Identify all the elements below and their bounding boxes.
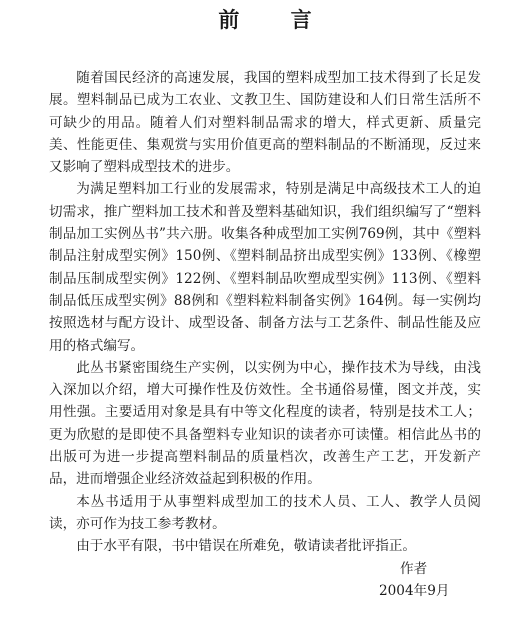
paragraph-series-features: 此丛书紧密围绕生产实例，以实例为中心，操作技术为导线，由浅入深加以介绍，增大可操作性及仿效性。全书通俗易懂，图文并茂，实用性强。主要适用对象是具有中等文化程度的读者，特别是技术工人；更为欣慰的是即使不具备塑料专业知识的读者亦可读懂。相信此丛书的出版可为进一步提高塑料制品的质量档次，改善生产工艺，开发新产品，进而增强企业经济效益起到积极的作用。 [49,359,481,488]
signature-author: 作者 [400,561,428,577]
page-title: 前 言 [218,8,334,32]
paragraph-intro: 随着国民经济的高速发展，我国的塑料成型加工技术得到了长足发展。塑料制品已成为工农业、文教卫生、国防建设和人们日常生活所不可缺少的用品。随着人们对塑料制品需求的增大，样式更新、质量完美、性能更佳、集观赏与实用价值更高的塑料制品的不断涌现，反过来又影响了塑料成型技术的进步。 [49,70,481,176]
preface-body [49,67,481,558]
paragraph-series-content: 为满足塑料加工行业的发展需求，特别是满足中高级技术工人的迫切需求，推广塑料加工技术和普及塑料基础知识，我们组织编写了“塑料制品加工实例丛书”共六册。收集各种成型加工实例769例，其中《塑料制品注射成型实例》150例、《塑料制品挤出成型实例》133例、《橡塑制品压制成型实例》122例、《塑料制品吹塑成型实例》113例、《塑料制品低压成型实例》88例和《塑料粒料制备实例》164例。每一实例均按照选材与配方设计、成型设备、制备方法与工艺条件、制品性能及应用的格式编写。 [49,181,481,354]
signature-date: 2004年9月 [379,583,450,599]
paragraph-disclaimer: 由于水平有限，书中错误在所难免，敬请读者批评指正。 [76,538,417,555]
paragraph-audience: 本丛书适用于从事塑料成型加工的技术人员、工人、教学人员阅读，亦可作为技工参考教材。 [49,493,481,532]
